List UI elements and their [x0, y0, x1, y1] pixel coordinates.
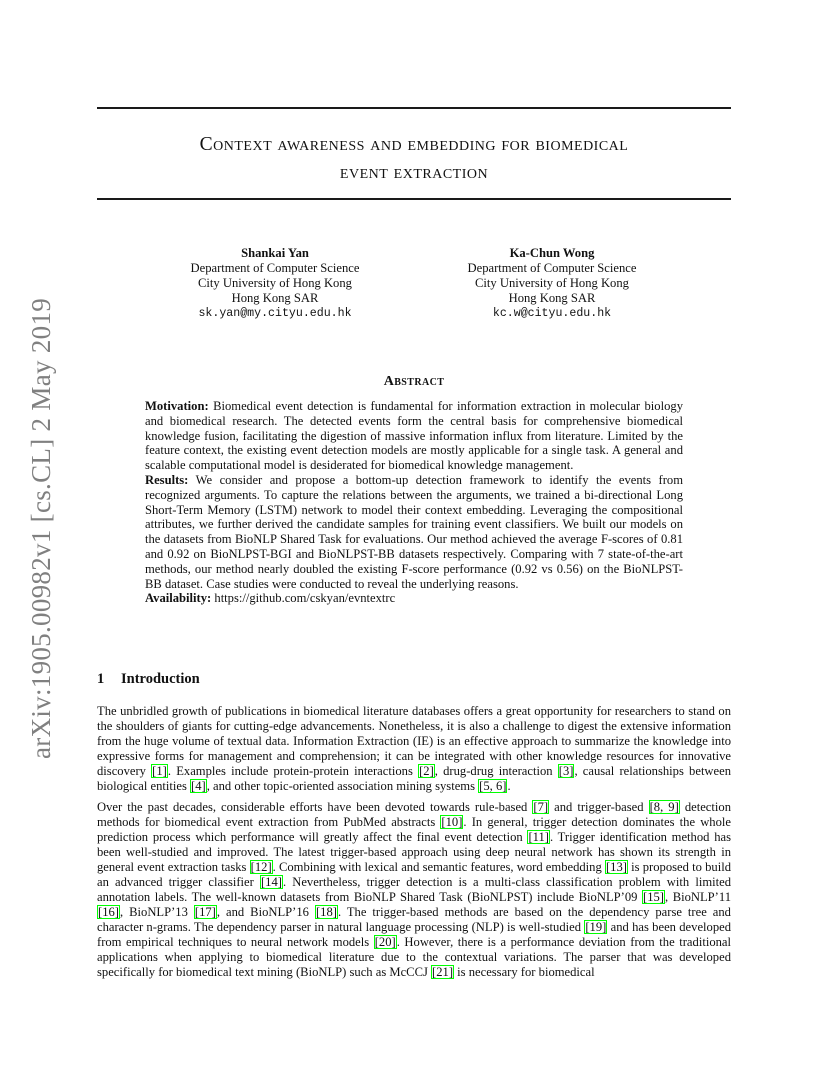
body-text: . However, there is a performance deviation from the traditional applications when applying to biomedical literature due to the contextual variations. The parser that was developed specifically for biomedical text mining (BioNLP) such as McCCJ	[97, 935, 731, 979]
citation-link[interactable]: [17]	[194, 905, 216, 919]
body-text: . Nevertheless, trigger detection is a multi-class classification problem with limited annotation labels. The well-known datasets from BioNLP Shared Task (BioNLPST) include BioNLP’09	[97, 875, 731, 904]
body-text: and trigger-based	[549, 800, 649, 814]
intro-paragraph-2	[97, 800, 731, 980]
motivation-text: Biomedical event detection is fundamental for information extraction in molecular biology and biomedical research. The detected events form the central basis for comprehensive biomedical knowledge fusion, facilitating the digestion of massive information influx from literature. Limited by the feature context, the existing event detection models are mostly applicable for a single task. A general and scalable computational model is desiderated for biomedical knowledge management.	[145, 399, 683, 473]
section-title: Introduction	[121, 671, 200, 687]
author-university: City University of Hong Kong	[198, 276, 352, 290]
body-text: . The trigger-based methods are based on the dependency parse tree and character n-grams. The dependency parser in natural language processing (NLP) is well-studied	[97, 905, 731, 934]
body-text: . Examples include protein-protein interactions	[167, 764, 419, 778]
author-email[interactable]: sk.yan@my.cityu.edu.hk	[198, 307, 352, 320]
arxiv-identifier-stamp: arXiv:1905.00982v1 [cs.CL] 2 May 2019	[26, 297, 56, 759]
intro-paragraph-1	[97, 704, 731, 794]
citation-link[interactable]: [19]	[585, 920, 607, 934]
motivation-label: Motivation:	[145, 399, 209, 413]
title-rule-top	[97, 107, 731, 109]
citation-link[interactable]: [20]	[374, 935, 396, 949]
citation-link[interactable]: [8, 9]	[649, 800, 679, 814]
body-text: and has been developed from empirical techniques to neural network models	[97, 920, 732, 949]
author-department: Department of Computer Science	[190, 261, 360, 275]
citation-link[interactable]: [16]	[98, 905, 119, 919]
body-text: , causal relationships between biological entities	[97, 764, 732, 793]
title-rule-bottom	[97, 198, 731, 200]
body-text: . Trigger identification method has been well-studied and improved. The latest trigger-based approach using deep neural network has shown its strength in general event extraction tasks	[97, 830, 731, 874]
body-text: , drug-drug interaction	[434, 764, 558, 778]
author-university: City University of Hong Kong	[475, 276, 629, 290]
abstract-results	[145, 473, 683, 591]
body-text: . Combining with lexical and semantic features, word embedding	[272, 860, 605, 874]
section-number: 1	[97, 671, 105, 687]
body-text: The unbridled growth of publications in biomedical literature databases offers a great opportunity for researchers to stand on the shoulders of giants for cutting-edge advancements. Nonetheless, it is also a challenge to digest the extensive information from the huge volume of textual data. Information Extraction (IE) is an effective approach to summarize the knowledge into expressive forms for management and comprehension; it can be integrated with other knowledge resources for innovative discovery	[97, 704, 731, 778]
results-text: We consider and propose a bottom-up detection framework to identify the events from recognized arguments. To capture the relations between the arguments, we trained a bi-directional Long Short-Term Memory (LSTM) network to model their context embedding. Leveraging the compositional attributes, we further derived the candidate samples for training event classifiers. We built our models on the datasets from BioNLP Shared Task for evaluations. Our method achieved the average F-scores of 0.81 and 0.92 on BioNLPST-BGI and BioNLPST-BB datasets respectively. Comparing with 7 state-of-the-art methods, our method nearly doubled the existing F-score performance (0.92 vs 0.56) on the BioNLPST-BB dataset. Case studies were conducted to reveal the underlying reasons.	[145, 472, 684, 591]
author-name: Ka-Chun Wong	[509, 246, 595, 260]
title-line-2: event extraction	[339, 162, 489, 183]
results-label: Results:	[145, 472, 189, 487]
title-line-1: Context awareness and embedding for biomedical	[199, 134, 629, 155]
body-text: Over the past decades, considerable efforts have been devoted towards rule-based	[97, 800, 533, 814]
citation-link[interactable]: [13]	[605, 860, 627, 874]
body-text: is proposed to build an advanced trigger classifier	[97, 860, 731, 889]
citation-link[interactable]: [12]	[250, 860, 272, 874]
author-name: Shankai Yan	[241, 246, 309, 260]
citation-link[interactable]: [14]	[260, 875, 282, 889]
body-text: , and other topic-oriented association mining systems	[206, 779, 479, 793]
citation-link[interactable]: [21]	[432, 965, 454, 979]
body-text: .	[507, 779, 511, 793]
section-heading	[97, 671, 200, 688]
availability-link[interactable]: https://github.com/cskyan/evntextrc	[214, 591, 396, 606]
citation-link[interactable]: [18]	[315, 905, 337, 919]
abstract-heading: Abstract	[383, 374, 445, 389]
abstract-body	[145, 399, 683, 606]
author-region: Hong Kong SAR	[508, 291, 596, 305]
citation-link[interactable]: [1]	[152, 764, 167, 778]
body-text: . In general, trigger detection dominates the whole prediction process which performance will greatly affect the final event detection	[97, 815, 731, 844]
citation-link[interactable]: [2]	[419, 764, 434, 778]
body-text: , BioNLP’11	[664, 890, 731, 904]
author-department: Department of Computer Science	[467, 261, 637, 275]
citation-link[interactable]: [3]	[558, 764, 574, 778]
citation-link[interactable]: [4]	[191, 779, 206, 793]
author-block-1	[135, 246, 415, 321]
citation-link[interactable]: [7]	[533, 800, 549, 814]
citation-link[interactable]: [10]	[441, 815, 463, 829]
body-text: , and BioNLP’16	[216, 905, 315, 919]
author-email[interactable]: kc.w@cityu.edu.hk	[492, 307, 612, 320]
availability-label: Availability:	[145, 591, 212, 606]
body-text: detection methods for biomedical event extraction from PubMed abstracts	[97, 800, 731, 829]
citation-link[interactable]: [11]	[528, 830, 549, 844]
citation-link[interactable]: [15]	[643, 890, 664, 904]
abstract-availability	[145, 591, 683, 606]
citation-link[interactable]: [5, 6]	[479, 779, 507, 793]
abstract-motivation	[145, 399, 683, 473]
body-text: is necessary for biomedical	[454, 965, 595, 979]
paper-title	[97, 131, 731, 187]
introduction-body	[97, 704, 731, 986]
body-text: , BioNLP’13	[119, 905, 194, 919]
author-block-2	[412, 246, 692, 321]
author-region: Hong Kong SAR	[231, 291, 319, 305]
